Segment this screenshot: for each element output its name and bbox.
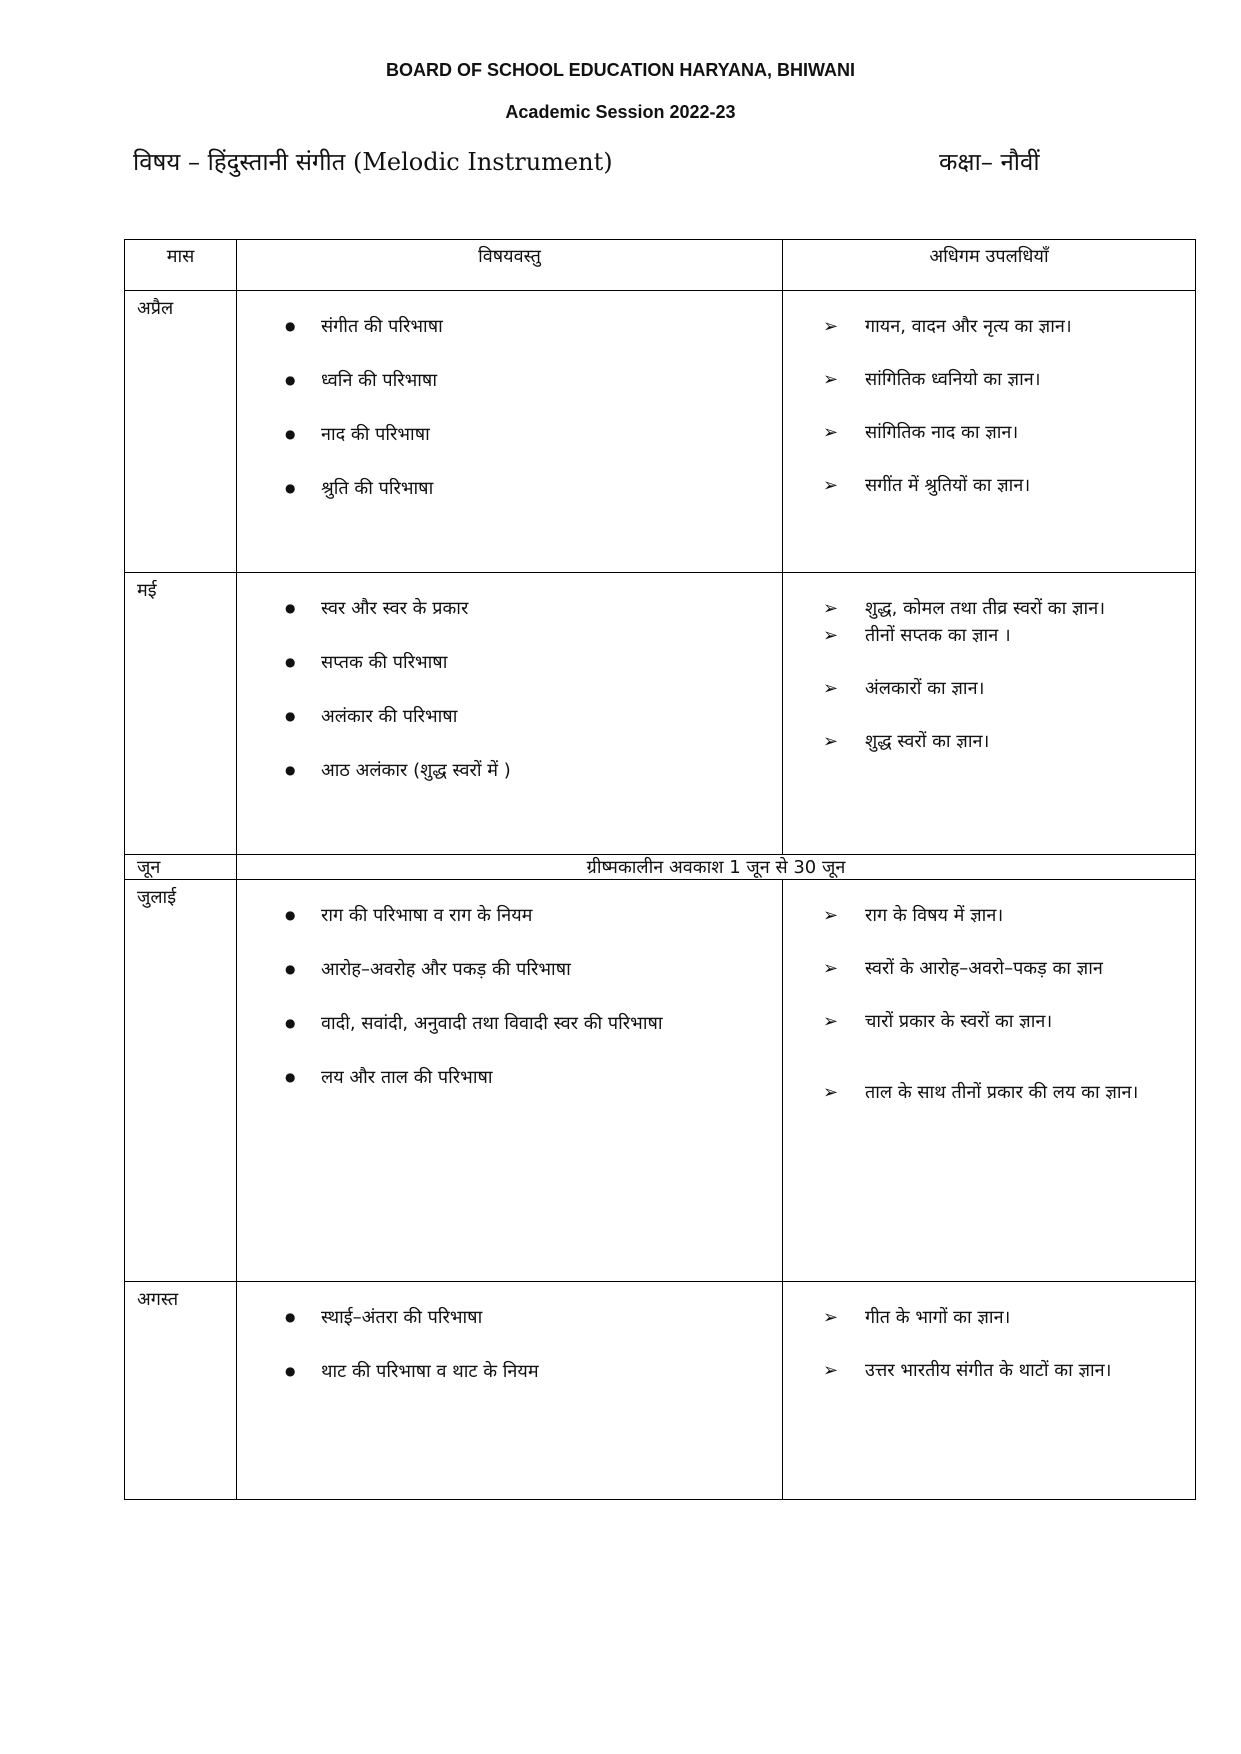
topic-item: ● थाट की परिभाषा व थाट के नियम <box>285 1358 774 1385</box>
outcome-item: ➢ सांगितिक नाद का ज्ञान। <box>823 419 1185 446</box>
table-row <box>125 1282 1196 1500</box>
table-row <box>125 291 1196 573</box>
outcome-item: ➢ तीनों सप्तक का ज्ञान । <box>823 622 1185 649</box>
month-cell: जून <box>125 855 237 880</box>
vacation-cell: ग्रीष्मकालीन अवकाश 1 जून से 30 जून <box>237 855 1196 880</box>
topics-cell <box>237 880 783 1282</box>
outcomes-cell <box>783 573 1196 855</box>
topic-item: ● स्थाई–अंतरा की परिभाषा <box>285 1304 774 1331</box>
topic-item: ● आठ अलंकार (शुद्ध स्वरों में ) <box>285 757 774 784</box>
outcome-item: ➢ शुद्ध स्वरों का ज्ञान। <box>823 728 1185 755</box>
header-outcomes: अधिगम उपलधियाँ <box>783 240 1196 291</box>
subject-line <box>133 145 1073 181</box>
outcome-item: ➢ गायन, वादन और नृत्य का ज्ञान। <box>823 313 1185 340</box>
topic-item: ● सप्तक की परिभाषा <box>285 649 774 676</box>
syllabus-table <box>124 239 1196 1500</box>
month-cell: अप्रैल <box>125 291 237 573</box>
outcome-item: ➢ उत्तर भारतीय संगीत के थाटों का ज्ञान। <box>823 1357 1185 1384</box>
outcome-item: ➢ राग के विषय में ज्ञान। <box>823 902 1185 929</box>
board-title: BOARD OF SCHOOL EDUCATION HARYANA, BHIWANI <box>385 60 855 80</box>
outcome-item: ➢ स्वरों के आरोह–अवरो–पकड़ का ज्ञान <box>823 955 1185 982</box>
table-row <box>125 573 1196 855</box>
month-cell: जुलाई <box>125 880 237 1282</box>
class-label: कक्षा– नौवीं <box>939 148 1040 176</box>
topic-item: ● नाद की परिभाषा <box>285 421 774 448</box>
outcomes-cell <box>783 880 1196 1282</box>
header-month: मास <box>125 240 237 291</box>
month-cell: अगस्त <box>125 1282 237 1500</box>
outcomes-cell <box>783 1282 1196 1500</box>
topics-cell <box>237 573 783 855</box>
topic-item: ● ध्वनि की परिभाषा <box>285 367 774 394</box>
outcome-item: ➢ शुद्ध, कोमल तथा तीव्र स्वरों का ज्ञान। <box>823 595 1185 622</box>
topics-cell <box>237 1282 783 1500</box>
session-title: Academic Session 2022-23 <box>505 102 736 122</box>
outcome-item: ➢ सगींत में श्रुतियों का ज्ञान। <box>823 472 1185 499</box>
outcome-item: ➢ गीत के भागों का ज्ञान। <box>823 1304 1185 1331</box>
outcome-item: ➢ अंलकारों का ज्ञान। <box>823 675 1185 702</box>
subject-label: विषय – हिंदुस्तानी संगीत (Melodic Instrument) <box>133 148 613 176</box>
topic-item: ● स्वर और स्वर के प्रकार <box>285 595 774 622</box>
topic-item: ● लय और ताल की परिभाषा <box>285 1064 774 1091</box>
outcome-item: ➢ सांगितिक ध्वनियो का ज्ञान। <box>823 366 1185 393</box>
table-row <box>125 855 1196 880</box>
topic-item: ● संगीत की परिभाषा <box>285 313 774 340</box>
topics-cell <box>237 291 783 573</box>
table-header-row <box>125 240 1196 291</box>
topic-item: ● आरोह–अवरोह और पकड़ की परिभाषा <box>285 956 774 983</box>
outcome-item: ➢ चारों प्रकार के स्वरों का ज्ञान। <box>823 1008 1185 1035</box>
outcomes-cell <box>783 291 1196 573</box>
topic-item: ● श्रुति की परिभाषा <box>285 475 774 502</box>
table-row <box>125 880 1196 1282</box>
month-cell: मई <box>125 573 237 855</box>
topic-item: ● राग की परिभाषा व राग के नियम <box>285 902 774 929</box>
topic-item: ● अलंकार की परिभाषा <box>285 703 774 730</box>
topic-item: ● वादी, सवांदी, अनुवादी तथा विवादी स्वर की परिभाषा <box>285 1010 774 1037</box>
header-content: विषयवस्तु <box>237 240 783 291</box>
outcome-item: ➢ ताल के साथ तीनों प्रकार की लय का ज्ञान। <box>823 1079 1185 1106</box>
